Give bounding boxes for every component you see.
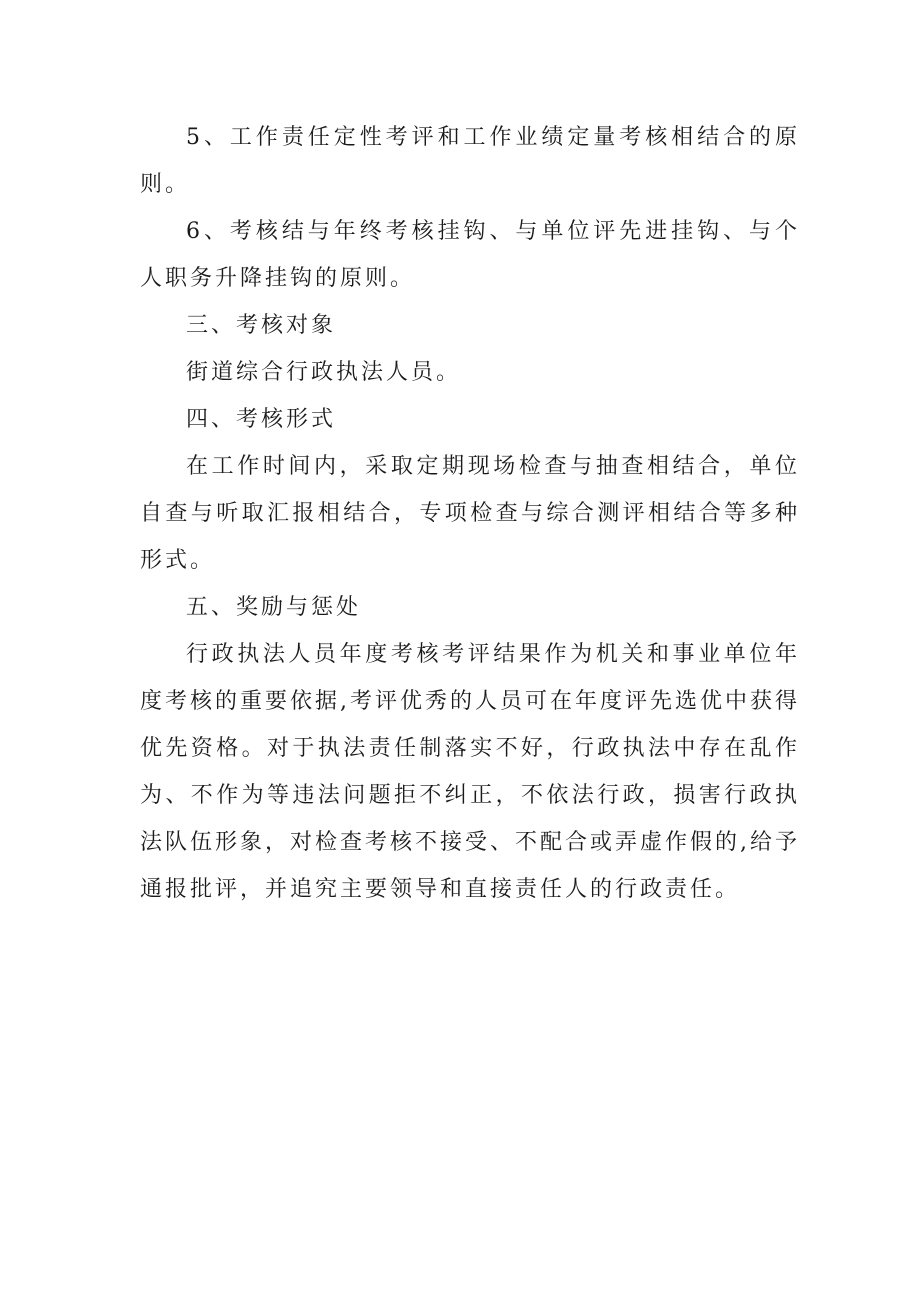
document-body — [140, 114, 800, 913]
paragraph-assessment-form: 在工作时间内，采取定期现场检查与抽查相结合，单位自查与听取汇报相结合，专项检查与综合测评相结合等多种形式。 — [140, 454, 800, 573]
paragraph-rewards-penalties: 行政执法人员年度考核考评结果作为机关和事业单位年度考核的重要依据,考评优秀的人员可在年度评先选优中获得优先资格。对于执法责任制落实不好，行政执法中存在乱作为、不作为等违法问题拒不纠正，不依法行政，损害行政执法队伍形象，对检查考核不接受、不配合或弄虚作假的,给予通报批评，并追究主要领导和直接责任人的行政责任。 — [140, 642, 800, 902]
section-heading-assessment-target: 三、考核对象 — [186, 313, 337, 338]
paragraph-principle-6: 6、考核结与年终考核挂钩、与单位评先进挂钩、与个人职务升降挂钩的原则。 — [140, 219, 800, 291]
paragraph-principle-5: 5、工作责任定性考评和工作业绩定量考核相结合的原则。 — [140, 125, 800, 197]
paragraph-assessment-target: 街道综合行政执法人员。 — [186, 360, 462, 385]
section-heading-rewards-penalties: 五、奖励与惩处 — [186, 595, 362, 620]
section-heading-assessment-form: 四、考核形式 — [186, 407, 337, 432]
